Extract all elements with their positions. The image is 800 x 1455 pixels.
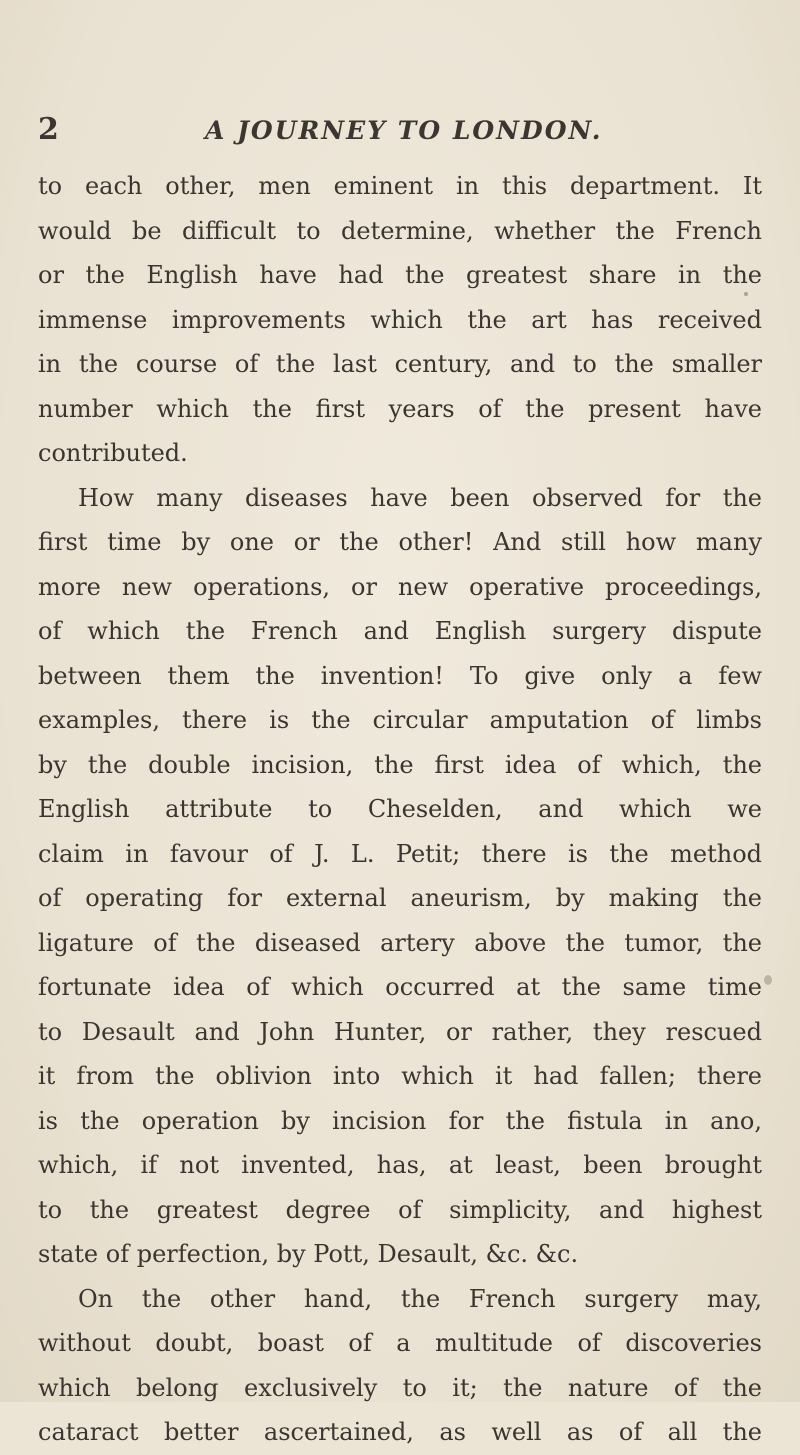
paragraph-end-line: state of perfection, by Pott, Desault, &c. &c. xyxy=(38,1240,579,1268)
text-line: to Desault and John Hunter, or rather, they rescued xyxy=(38,1017,762,1046)
text-line: to the greatest degree of simplicity, and highest xyxy=(38,1195,762,1224)
text-line: to each other, men eminent in this department. It xyxy=(38,172,762,200)
text-line: first time by one or the other! And still how many xyxy=(38,528,762,556)
text-line: cataract better ascertained, as well as of all the xyxy=(38,1418,762,1446)
text-line: examples, there is the circular amputation of limbs xyxy=(38,706,762,734)
text-line: between them the invention! To give only a few xyxy=(38,661,762,690)
running-head: A JOURNEY TO LONDON. xyxy=(205,116,603,145)
paragraph-start-line: On the other hand, the French surgery may, xyxy=(78,1284,762,1313)
text-line: without doubt, boast of a multitude of discoveries xyxy=(38,1329,762,1357)
text-line: English attribute to Cheselden, and which we xyxy=(38,795,762,823)
page-number: 2 xyxy=(38,112,59,147)
text-line: by the double incision, the first idea of which, the xyxy=(38,750,762,779)
text-line: ligature of the diseased artery above the tumor, the xyxy=(38,928,762,957)
text-line: it from the oblivion into which it had fallen; there xyxy=(38,1062,762,1090)
text-line: which belong exclusively to it; the nature of the xyxy=(38,1373,762,1402)
text-line: or the English have had the greatest share in the xyxy=(38,261,762,289)
text-line: more new operations, or new operative proceedings, xyxy=(38,572,762,601)
text-line: of operating for external aneurism, by making the xyxy=(38,884,762,912)
text-line: would be difficult to determine, whether the French xyxy=(38,216,762,245)
text-line: claim in favour of J. L. Petit; there is the method xyxy=(38,839,762,868)
paragraph-end-line: contributed. xyxy=(38,439,188,467)
body-text xyxy=(38,164,762,1455)
text-line: of which the French and English surgery dispute xyxy=(38,617,762,645)
ink-spot xyxy=(764,975,772,985)
text-line: number which the first years of the present have xyxy=(38,394,762,423)
text-line: in the course of the last century, and to the smaller xyxy=(38,350,762,378)
page-header xyxy=(38,110,758,150)
text-line: fortunate idea of which occurred at the same time xyxy=(38,973,762,1001)
text-line: which, if not invented, has, at least, been brought xyxy=(38,1151,762,1179)
paragraph-start-line: How many diseases have been observed for the xyxy=(78,483,762,512)
text-line: is the operation by incision for the fistula in ano, xyxy=(38,1106,762,1135)
ink-spot xyxy=(744,292,748,296)
text-line: immense improvements which the art has received xyxy=(38,305,762,334)
